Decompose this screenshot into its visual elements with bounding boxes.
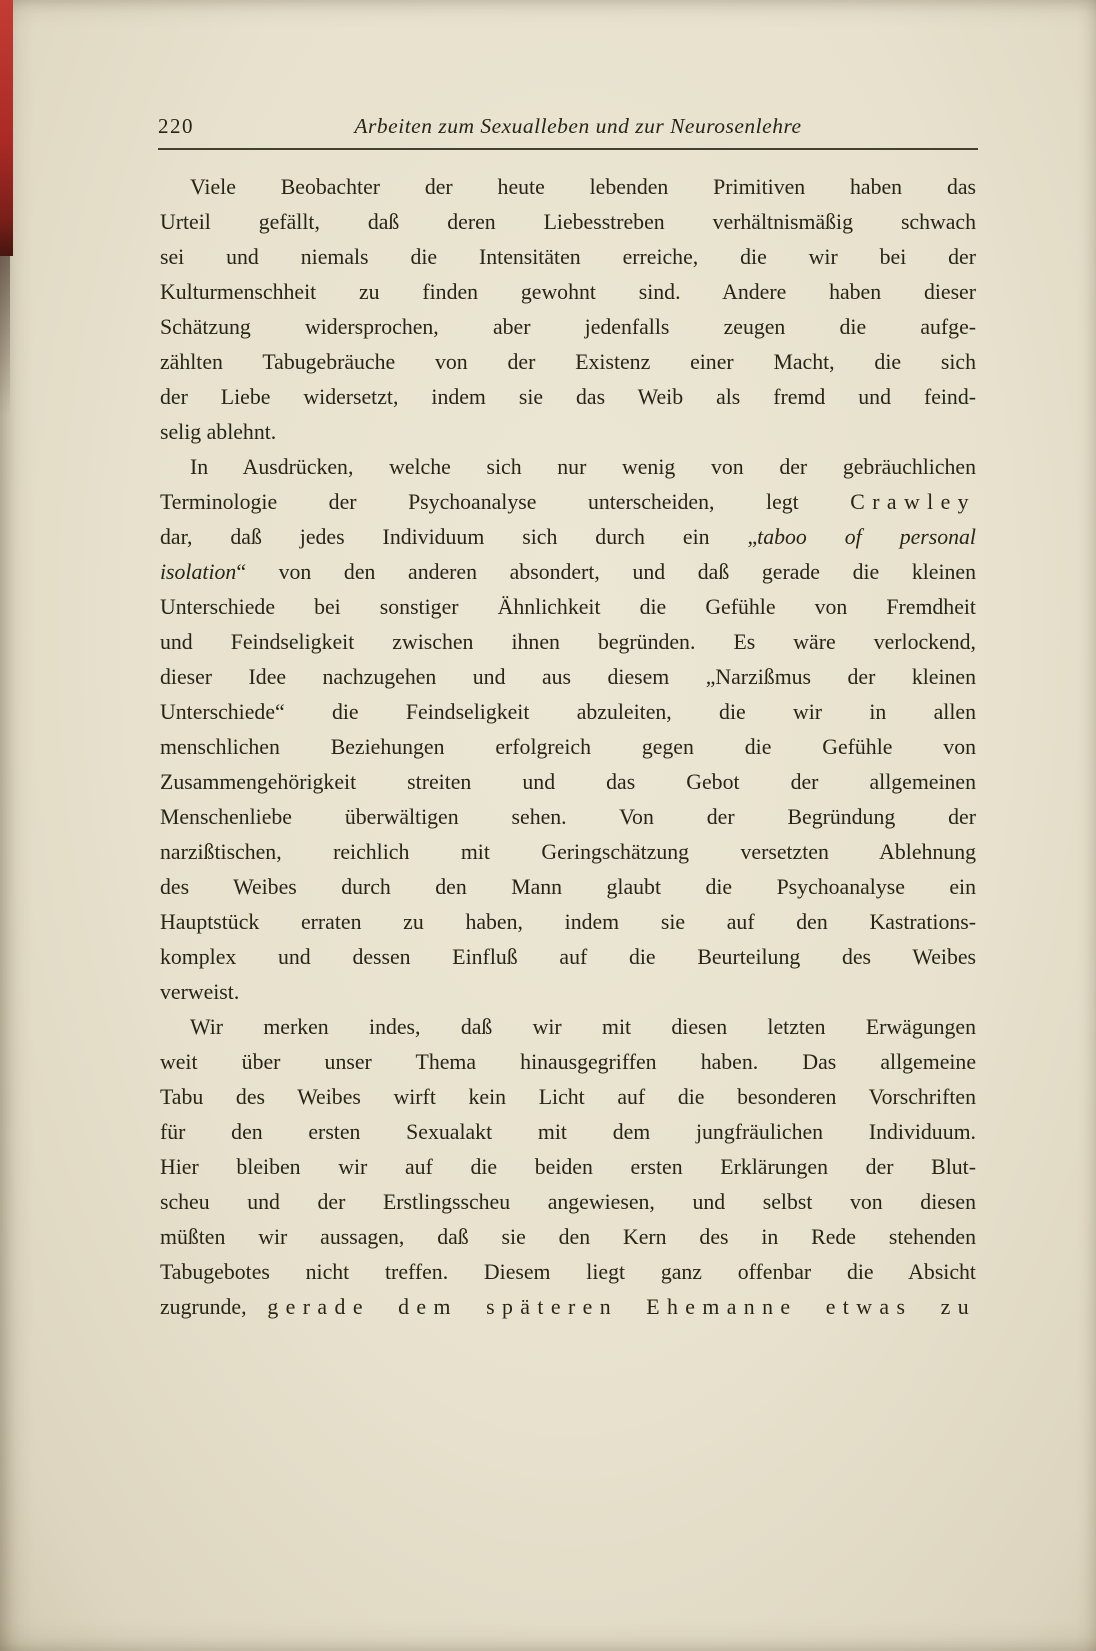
text-line <box>160 1290 976 1325</box>
text-line <box>160 1150 976 1185</box>
text-line <box>160 450 976 485</box>
text-run: selig ablehnt. <box>160 420 277 444</box>
paragraph <box>160 170 976 450</box>
text-line <box>160 590 976 625</box>
text-line <box>160 1255 976 1290</box>
text-run: Tabugebotes nicht treffen. Diesem liegt ganz offenbar die Absicht <box>160 1260 976 1284</box>
text-line <box>160 870 976 905</box>
text-line <box>160 310 976 345</box>
text-run: dieser Idee nachzugehen und aus diesem „Narzißmus der kleinen <box>160 665 976 689</box>
text-line <box>160 240 976 275</box>
text-line <box>160 1045 976 1080</box>
text-line <box>160 975 976 1010</box>
text-line <box>160 765 976 800</box>
text-run: sei und niemals die Intensitäten erreiche, die wir bei der <box>160 245 976 269</box>
text-run: komplex und dessen Einfluß auf die Beurteilung des Weibes <box>160 945 976 969</box>
text-line <box>160 730 976 765</box>
text-run: und Feindseligkeit zwischen ihnen begründen. Es wäre verlockend, <box>160 630 976 654</box>
text-run: Zusammengehörigkeit streiten und das Gebot der allgemeinen <box>160 770 976 794</box>
text-run: verweist. <box>160 980 240 1004</box>
text-run: Schätzung widersprochen, aber jedenfalls zeugen die aufge- <box>160 315 976 339</box>
text-line <box>160 345 976 380</box>
text-line <box>160 800 976 835</box>
text-run: In Ausdrücken, welche sich nur wenig von der gebräuchlichen <box>190 455 976 479</box>
text-line <box>160 1220 976 1255</box>
letterspaced-run: gerade dem späteren Ehemanne etwas zu <box>267 1295 977 1319</box>
text-line <box>160 205 976 240</box>
text-line <box>160 1080 976 1115</box>
text-run: dar, daß jedes Individuum sich durch ein „ <box>160 525 758 549</box>
italic-run: isolation <box>160 560 237 584</box>
text-line <box>160 835 976 870</box>
page-header <box>158 114 978 150</box>
text-run: Unterschiede bei sonstiger Ähnlichkeit die Gefühle von Fremdheit <box>160 595 976 619</box>
text-line <box>160 555 976 590</box>
text-run: zugrunde, <box>160 1295 268 1319</box>
scan-edge-smudge <box>0 256 10 416</box>
text-run: Terminologie der Psychoanalyse unterscheiden, legt <box>160 490 851 514</box>
text-run: Viele Beobachter der heute lebenden Primitiven haben das <box>190 175 976 199</box>
text-run: der Liebe widersetzt, indem sie das Weib als fremd und feind- <box>160 385 976 409</box>
paragraph <box>160 450 976 1010</box>
text-run: “ von den anderen absondert, und daß gerade die kleinen <box>236 560 976 584</box>
text-run: Hier bleiben wir auf die beiden ersten Erklärungen der Blut- <box>160 1155 976 1179</box>
text-line <box>160 1010 976 1045</box>
text-run: müßten wir aussagen, daß sie den Kern des in Rede stehenden <box>160 1225 976 1249</box>
scan-binding-strip <box>0 0 13 256</box>
text-run: Kulturmenschheit zu finden gewohnt sind. Andere haben dieser <box>160 280 976 304</box>
text-line <box>160 485 976 520</box>
text-line <box>160 940 976 975</box>
text-run: weit über unser Thema hinausgegriffen haben. Das allgemeine <box>160 1050 976 1074</box>
text-line <box>160 1115 976 1150</box>
text-run: Tabu des Weibes wirft kein Licht auf die besonderen Vorschriften <box>160 1085 976 1109</box>
text-line <box>160 380 976 415</box>
text-run: narzißtischen, reichlich mit Geringschätzung versetzten Ablehnung <box>160 840 976 864</box>
text-run: zählten Tabugebräuche von der Existenz einer Macht, die sich <box>160 350 976 374</box>
text-line <box>160 275 976 310</box>
page-text <box>160 170 976 1325</box>
text-run: menschlichen Beziehungen erfolgreich gegen die Gefühle von <box>160 735 976 759</box>
text-line <box>160 415 976 450</box>
text-run: scheu und der Erstlingsscheu angewiesen, und selbst von diesen <box>160 1190 976 1214</box>
text-run: Unterschiede“ die Feindseligkeit abzuleiten, die wir in allen <box>160 700 976 724</box>
text-line <box>160 1185 976 1220</box>
text-line <box>160 625 976 660</box>
letterspaced-run: Crawley <box>850 490 976 514</box>
page-number: 220 <box>158 114 194 138</box>
text-run: Hauptstück erraten zu haben, indem sie auf den Kastrations- <box>160 910 976 934</box>
text-run: für den ersten Sexualakt mit dem jungfräulichen Individuum. <box>160 1120 976 1144</box>
text-line <box>160 660 976 695</box>
text-run: Urteil gefällt, daß deren Liebesstreben verhältnismäßig schwach <box>160 210 976 234</box>
text-run: des Weibes durch den Mann glaubt die Psychoanalyse ein <box>160 875 976 899</box>
text-line <box>160 520 976 555</box>
italic-run: taboo of personal <box>757 525 976 549</box>
text-run: Menschenliebe überwältigen sehen. Von der Begründung der <box>160 805 976 829</box>
text-run: Wir merken indes, daß wir mit diesen letzten Erwägungen <box>190 1015 976 1039</box>
running-title: Arbeiten zum Sexualleben und zur Neurosenlehre <box>354 114 802 138</box>
text-line <box>160 695 976 730</box>
paragraph <box>160 1010 976 1325</box>
text-line <box>160 170 976 205</box>
text-line <box>160 905 976 940</box>
